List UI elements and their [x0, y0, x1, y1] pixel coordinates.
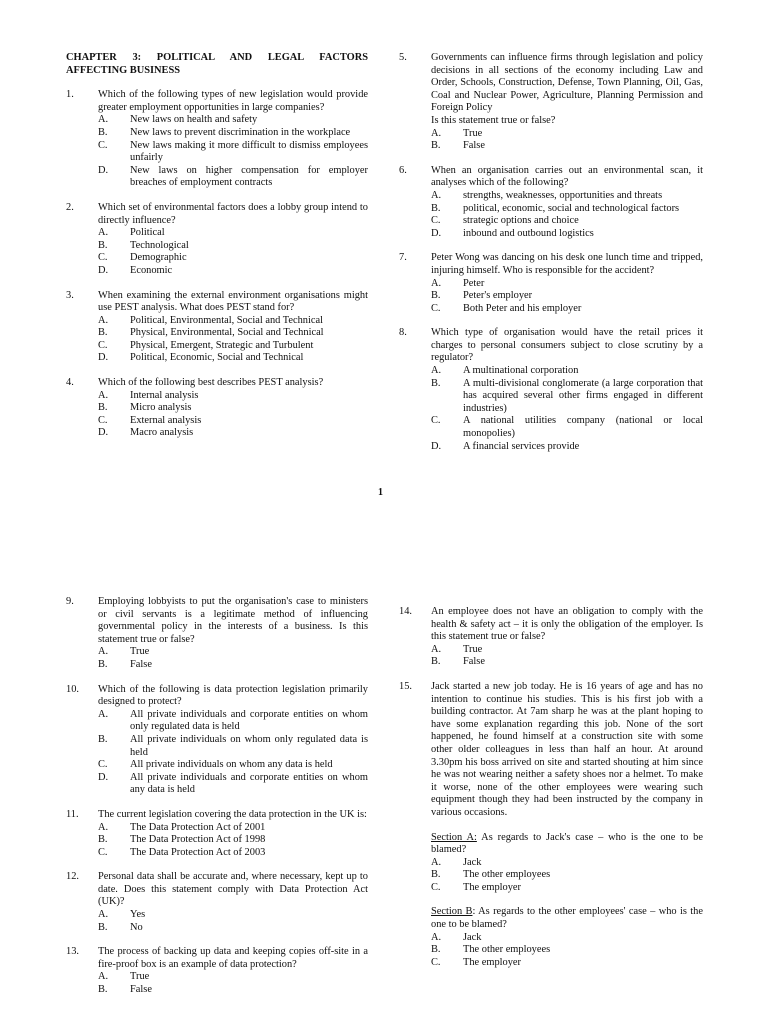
question-text: When examining the external environment organisations might use PEST analysis. What does PEST stand for?: [98, 289, 368, 314]
option-letter: A.: [431, 856, 442, 868]
question-number: 8.: [399, 327, 407, 339]
question-prompt: Is this statement true or false?: [431, 114, 556, 126]
option-text: strategic options and choice: [463, 215, 579, 227]
option-text: Physical, Environmental, Social and Technical: [130, 327, 324, 339]
option-text: New laws on higher compensation for employer breaches of employment contracts: [130, 164, 368, 189]
question-number: 6.: [399, 164, 407, 176]
option-text: True: [130, 646, 150, 658]
option-letter: C.: [431, 415, 441, 427]
answer-option: [98, 402, 368, 415]
option-text: Political, Environmental, Social and Technical: [130, 314, 323, 326]
answer-option: [431, 303, 703, 316]
option-letter: D.: [98, 164, 109, 176]
option-letter: A.: [431, 643, 442, 655]
option-text: A national utilities company (national or local monopolies): [463, 415, 703, 440]
option-letter: C.: [431, 302, 441, 314]
question-text: Employing lobbyists to put the organisation's case to ministers or civil servants is a legitimate method of influencing governmental policy in the interests of a business. Is this statement true or false?: [98, 596, 368, 645]
option-text: The other employees: [463, 944, 551, 956]
option-text: True: [463, 643, 483, 655]
question-text: Which of the following best describes PEST analysis?: [98, 377, 324, 389]
answer-option: [98, 909, 368, 922]
option-letter: C.: [98, 252, 108, 264]
question-8: [399, 327, 703, 453]
option-text: False: [130, 658, 152, 670]
option-letter: D.: [98, 264, 109, 276]
section-heading: [431, 906, 703, 931]
question-15: [399, 681, 703, 969]
option-letter: C.: [98, 759, 108, 771]
option-letter: B.: [98, 239, 108, 251]
option-letter: A.: [98, 314, 109, 326]
option-letter: A.: [98, 909, 109, 921]
option-text: New laws to prevent discrimination in the workplace: [130, 126, 351, 138]
option-text: Technological: [130, 239, 189, 251]
option-text: The Data Protection Act of 2003: [130, 846, 266, 858]
option-letter: B.: [431, 869, 441, 881]
answer-option: [98, 340, 368, 353]
question-text: The process of backing up data and keeping copies off-site in a fire-proof box is an example of data protection?: [98, 946, 368, 970]
option-text: Yes: [130, 909, 146, 921]
answer-option: [98, 165, 368, 190]
question-7: [399, 252, 703, 315]
option-letter: C.: [98, 414, 108, 426]
option-text: External analysis: [130, 414, 202, 426]
answer-option: [431, 441, 703, 454]
option-letter: C.: [431, 956, 441, 968]
question-number: 3.: [66, 289, 74, 301]
answer-option: [98, 646, 368, 659]
question-text: The current legislation covering the data protection in the UK is:: [98, 808, 367, 820]
option-letter: A.: [431, 365, 442, 377]
option-text: political, economic, social and technological factors: [463, 202, 680, 214]
question-number: 13.: [66, 946, 79, 958]
option-text: The employer: [463, 881, 521, 893]
answer-option: [431, 140, 703, 153]
option-letter: C.: [431, 881, 441, 893]
answer-option: [98, 252, 368, 265]
option-letter: B.: [431, 290, 441, 302]
answer-option: [431, 932, 703, 945]
page-number: 1: [378, 487, 383, 498]
option-letter: A.: [431, 277, 442, 289]
answer-option: [98, 352, 368, 365]
option-text: Jack: [463, 856, 482, 868]
option-letter: B.: [431, 944, 441, 956]
question-5: [399, 52, 703, 153]
answer-option: [98, 772, 368, 797]
option-letter: B.: [98, 834, 108, 846]
question-text: Jack started a new job today. He is 16 years of age and has no intention to continue his studies. This is his first job with a building contractor. At 7am sharp he was at the plant hoping to have some explanation regarding this job. None of the sort happened, he found himself at a construction site with some other older colleagues in less than half an hour. At around 3.30pm his boss arrived on site and started shouting at him since he was not wearing neither a safety shoes nor a helmet. To make it worse, none of the other employees were wearing such equipment though they had been instructed by the company in various occasions.: [431, 680, 703, 818]
answer-option: [431, 378, 703, 416]
answer-option: [98, 390, 368, 403]
option-letter: A.: [98, 114, 109, 126]
answer-option: [98, 984, 368, 997]
option-text: Political, Economic, Social and Technical: [130, 352, 304, 364]
question-number: 15.: [399, 680, 412, 692]
answer-option: [98, 415, 368, 428]
option-letter: B.: [98, 658, 108, 670]
question-section: [431, 832, 703, 895]
answer-option: [431, 278, 703, 291]
question-text: Peter Wong was dancing on his desk one lunch time and tripped, injuring himself. Who is responsible for the accident?: [431, 252, 703, 276]
option-letter: A.: [98, 708, 109, 720]
question-14: [399, 606, 703, 669]
answer-option: [98, 427, 368, 440]
question-4: [66, 377, 368, 440]
option-text: A multi-divisional conglomerate (a large corporation that has acquired several other firms engaged in different industries): [463, 377, 703, 414]
option-letter: D.: [431, 440, 442, 452]
option-letter: B.: [431, 140, 441, 152]
answer-option: [431, 944, 703, 957]
answer-option: [431, 215, 703, 228]
question-text: Personal data shall be accurate and, where necessary, kept up to date. Does this statement comply with Data Protection Act (UK)?: [98, 871, 368, 908]
answer-option: [98, 227, 368, 240]
answer-option: [431, 882, 703, 895]
option-letter: C.: [98, 846, 108, 858]
option-letter: B.: [98, 126, 108, 138]
option-text: False: [463, 656, 485, 668]
option-letter: B.: [98, 327, 108, 339]
option-text: Demographic: [130, 252, 187, 264]
answer-option: [98, 759, 368, 772]
option-text: A financial services provide: [463, 440, 580, 452]
question-text: Governments can influence firms through legislation and policy decisions in all sections of the economy including Law and Order, Schools, Construction, Defense, Town Planning, Oil, Gas, Coal and Nuclear Power, Agriculture, Planning Permission and Foreign Policy: [431, 52, 703, 114]
option-text: No: [130, 921, 143, 933]
question-number: 7.: [399, 252, 407, 264]
option-text: strengths, weaknesses, opportunities and threats: [463, 189, 663, 201]
option-text: False: [463, 140, 485, 152]
answer-option: [431, 290, 703, 303]
option-text: All private individuals on whom any data is held: [130, 759, 333, 771]
answer-option: [98, 240, 368, 253]
answer-option: [98, 265, 368, 278]
option-letter: A.: [431, 189, 442, 201]
answer-option: [98, 127, 368, 140]
question-number: 5.: [399, 52, 407, 63]
question-text: When an organisation carries out an environmental scan, it analyses which of the following?: [431, 164, 703, 189]
option-letter: C.: [431, 215, 441, 227]
section-heading: [431, 832, 703, 857]
option-letter: C.: [98, 339, 108, 351]
page-1-left-column: [66, 52, 368, 452]
option-text: The Data Protection Act of 1998: [130, 834, 266, 846]
option-text: Political: [130, 227, 165, 239]
option-letter: A.: [431, 931, 442, 943]
question-13: [66, 946, 368, 996]
answer-option: [431, 415, 703, 440]
question-number: 11.: [66, 808, 79, 820]
option-text: Physical, Emergent, Strategic and Turbulent: [130, 339, 314, 351]
option-text: True: [130, 971, 150, 983]
answer-option: [431, 228, 703, 241]
option-letter: D.: [98, 771, 109, 783]
option-text: Internal analysis: [130, 389, 199, 401]
option-text: All private individuals and corporate entities on whom any data is held: [130, 771, 368, 796]
answer-option: [98, 140, 368, 165]
option-text: Economic: [130, 264, 173, 276]
question-text: Which of the following types of new legislation would provide greater employment opportunities in large companies?: [98, 89, 368, 113]
question-text: Which set of environmental factors does a lobby group intend to directly influence?: [98, 201, 368, 226]
option-text: inbound and outbound logistics: [463, 227, 594, 239]
question-10: [66, 684, 368, 797]
answer-option: [98, 822, 368, 835]
answer-option: [431, 957, 703, 970]
option-text: All private individuals on whom only regulated data is held: [130, 733, 368, 758]
question-number: 1.: [66, 89, 74, 101]
option-text: New laws on health and safety: [130, 114, 258, 126]
question-9: [66, 596, 368, 672]
option-text: The Data Protection Act of 2001: [130, 821, 266, 833]
option-letter: B.: [98, 984, 108, 996]
option-letter: A.: [98, 821, 109, 833]
chapter-title-line-1: CHAPTER 3: POLITICAL AND LEGAL FACTORS: [66, 52, 368, 63]
section-question: : As regards to the other employees' case – who is the one to be blamed?: [431, 906, 703, 931]
answer-option: [98, 834, 368, 847]
option-letter: A.: [98, 227, 109, 239]
answer-option: [431, 365, 703, 378]
chapter-title-line-2: AFFECTING BUSINESS: [66, 64, 181, 76]
page-2-right-column: [399, 606, 703, 981]
option-text: The employer: [463, 956, 521, 968]
option-text: Micro analysis: [130, 402, 192, 414]
option-letter: B.: [98, 733, 108, 745]
section-title: Section A:: [431, 831, 477, 843]
option-text: Peter: [463, 277, 485, 289]
question-number: 9.: [66, 596, 74, 607]
question-number: 10.: [66, 683, 79, 695]
answer-option: [431, 190, 703, 203]
page-1-right-column: [399, 52, 703, 465]
question-2: [66, 202, 368, 278]
question-text: An employee does not have an obligation to comply with the health & safety act – it is only the obligation of the employer. Is this statement true or false?: [431, 606, 703, 643]
option-text: The other employees: [463, 869, 551, 881]
option-letter: A.: [98, 971, 109, 983]
answer-option: [98, 734, 368, 759]
answer-option: [431, 128, 703, 141]
chapter-title: [66, 52, 368, 77]
answer-option: [98, 922, 368, 935]
question-6: [399, 165, 703, 241]
answer-option: [431, 656, 703, 669]
option-text: New laws making it more difficult to dismiss employees unfairly: [130, 139, 368, 164]
option-letter: D.: [98, 427, 109, 439]
option-letter: C.: [98, 139, 108, 151]
option-text: A multinational corporation: [463, 365, 579, 377]
question-3: [66, 290, 368, 366]
option-letter: A.: [98, 389, 109, 401]
answer-option: [431, 203, 703, 216]
section-title: Section B: [431, 906, 473, 918]
option-text: Jack: [463, 931, 482, 943]
section-question: As regards to Jack's case – who is the one to be blamed?: [431, 831, 703, 856]
question-1: [66, 89, 368, 190]
question-text: Which type of organisation would have the retail prices it charges to personal consumers subject to close scrutiny by a regulator?: [431, 327, 703, 364]
answer-option: [98, 327, 368, 340]
option-text: Peter's employer: [463, 290, 533, 302]
answer-option: [431, 644, 703, 657]
answer-option: [98, 971, 368, 984]
question-number: 14.: [399, 606, 412, 617]
option-letter: A.: [431, 127, 442, 139]
question-number: 12.: [66, 871, 79, 883]
answer-option: [431, 869, 703, 882]
option-text: All private individuals and corporate entities on whom only regulated data is held: [130, 708, 368, 733]
option-letter: A.: [98, 646, 109, 658]
option-letter: B.: [431, 656, 441, 668]
question-11: [66, 809, 368, 859]
option-letter: D.: [98, 352, 109, 364]
question-section: [431, 906, 703, 969]
question-text: Which of the following is data protection legislation primarily designed to protect?: [98, 683, 368, 708]
option-letter: D.: [431, 227, 442, 239]
option-letter: B.: [98, 402, 108, 414]
page-2-left-column: [66, 596, 368, 1009]
answer-option: [98, 315, 368, 328]
option-text: False: [130, 984, 152, 996]
option-letter: B.: [431, 377, 441, 389]
answer-option: [98, 709, 368, 734]
option-text: Both Peter and his employer: [463, 302, 582, 314]
option-letter: B.: [98, 921, 108, 933]
answer-option: [431, 857, 703, 870]
question-number: 2.: [66, 201, 74, 213]
option-text: Macro analysis: [130, 427, 194, 439]
answer-option: [98, 114, 368, 127]
option-text: True: [463, 127, 483, 139]
answer-option: [98, 659, 368, 672]
page-2: [0, 540, 768, 1024]
option-letter: B.: [431, 202, 441, 214]
question-number: 4.: [66, 377, 74, 389]
question-12: [66, 871, 368, 934]
answer-option: [98, 847, 368, 860]
